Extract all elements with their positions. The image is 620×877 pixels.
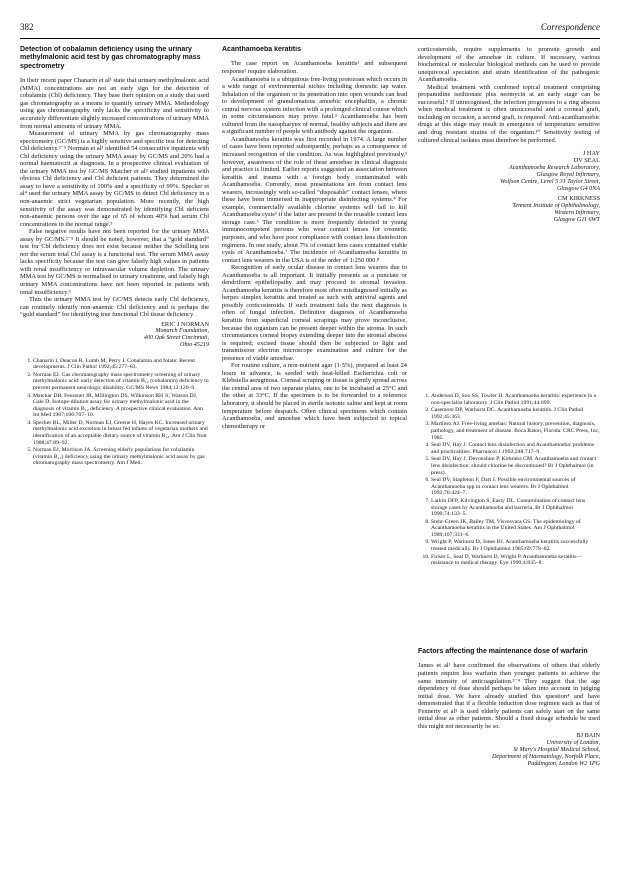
reference-item: 4. Specker BL, Miller D, Norman EJ, Greene H, Hayes KC. Increased urinary methylmalonic acid excretion in breast fed infants of vegetarian mothers and identification of an acceptable dietary source of vitamin B₁₂. Am J Clin Nutr 1988;47:89–92. — [33, 420, 209, 446]
reference-item: 3. Martinez AJ. Free-living amebas: Natural history, prevention, diagnosis, pathology, and treatment of disease. Boca Raton, Florida: CRC Press, Inc, 1985. — [431, 421, 600, 441]
paragraph: Recognition of early ocular disease in contact lens wearers due to Acanthamoeba is all important. It initially presents as a punctate or dendriform epitheliopathy and may proceed to stromal invasion. Acanthamoeba keratitis is therefore most often misdiagnosed initially as herpes simplex keratitis and treated as such with antiviral agents and possibly corticosteroids. If such treatment fails the next diagnosis is often of fungal infection. Definitive diagnosis of Acanthamoeba keratitis from superficial corneal scrapings may prove inconclusive, because the organism can be present deeper within the stroma. In such circumstances corneal biopsy extending deeper into the stromal abscess is required; excised tissue should then be subjected to light and transmission electron microscope examination and culture for the presence of viable amoebae. — [222, 264, 407, 362]
paragraph: Thus the urinary MMA test by GC/MS detects early Cbl deficiency, can routinely identify non-anaemic Cbl deficiency and is perhaps the “gold standard” for identifying true functional Cbl tissue deficiency. — [20, 296, 209, 319]
paragraph: The case report on Acanthamoeba keratitis¹ and subsequent response² require elaboration. — [222, 60, 407, 75]
paragraph: corticosteroids, require supplements to promote growth and development of the amoebae in culture. If necessary, various biochemical or molecular biological methods can be used to provide unequivocal speciation and strain identification of the pathogenic Acanthamoeba. — [418, 46, 600, 84]
reference-item: 2. Casemore DP, Warhurst DC. Acanthamoeba keratitis. J Clin Pathol 1992;45:363. — [431, 407, 600, 420]
author-name: CM KIRKNESS — [557, 195, 600, 203]
author-name: J HAY — [582, 150, 600, 158]
paragraph: False negative results have not been reported for the urinary MMA assay by GC/MS.²⁻⁵ It should be noted, however, that a “gold standard” test for Cbl deficiency does not exist because neither the Schilling test nor the serum total Cbl assay is a functional test. The serum MMA assay lacks specificity because the test can give falsely high values in patients with renal insufficiency or intravascular volume depletion. The urinary MMA test by GC/MS is normalised to urinary creatinine, and falsely high urinary MMA concentrations have not been reported in patients with renal insufficiency.⁵ — [20, 228, 209, 296]
paragraph: Measurement of urinary MMA by gas chromatography mass spectrometry (GC/MS) is a highly sensitive and specific test for detecting Cbl deficiency.²⁻⁵ Norman et al³ identified 54 consecutive inpatients with Cbl deficiency using the urinary MMA assay by GC/MS and 20% had a normal haematocrit at diagnosis. In a prospective clinical evaluation of the urinary MMA test by GC/MS Matcher et al³ studied inpatients with obvious Cbl deficiency and Cbl deficient patients. They determined the assay to have a sensitivity of 100% and a specificity of 99%. Specker et al⁴ used the urinary MMA assay by GC/MS to detect Cbl deficiency in a non-anaemic strict vegetarian population. More recently, the high sensitivity of the assay was demonstrated by identifying Cbl deficient non-anaemic persons over the age of 65 of whom 40% had serum Cbl concentrations in the normal range.⁵ — [20, 130, 209, 228]
author-address: Monarch Foundation, — [155, 327, 209, 334]
reference-item: 2. Norman EJ. Gas chromatography mass spectrometry screening of urinary methylmalonic acid: early detection of vitamin B₁₂ (cobalamin) deficiency to prevent permanent neurologic disability. GC/MS News 1984;12:120–9. — [33, 372, 209, 392]
author-name: ERIC J NORMAN — [161, 320, 209, 328]
paragraph: Acanthamoeba is a ubiquitous free-living protozoan which occurs in a wide range of environmental niches including domestic tap water. Inhalation of the organism or its penetration into open wounds can lead to development of granulomatous amoebic encephalitis, a chronic central nervous system infection with a prolonged clinical course which in some circumstances may prove fatal.³ Acanthamoeba has been cultured from the nasopharynx of normal, healthy subjects and there are a significant number of people with antibody against the organism. — [222, 75, 407, 136]
reference-item: 9. Wright P, Warhurst D, Jones BJ. Acanthamoeba keratitis successfully treated medically. Br J Ophthalmol 1985;69:778–82. — [431, 539, 600, 552]
paragraph: James et al¹ have confirmed the observations of others that elderly patients require less warfarin than younger patients to achieve the same intensity of anticoagulation.²⁻⁴ They suggest that the age dependency of dose should perhaps be taken into account in judging initial dose. We have already studied this question⁴ and have demonstrated that if a flexible induction dose regimen such as that of Fennerty et al⁵ is used elderly patients can safely start on the same initial dose as other patients. Should a fixed dosage schedule be used this might not necessarily be so. — [418, 662, 600, 730]
reference-item: 10. Ficker L, Seal D, Warhurst D, Wright P. Acanthamoeba keratitis—resistance to medical therapy. Eye 1990;4:835–8. — [431, 554, 600, 567]
author-name: BJ BAIN — [576, 732, 600, 740]
author-name: DV SEAL — [573, 157, 600, 165]
reference-list — [20, 358, 209, 468]
letter-title: Acanthamoeba keratitis — [222, 46, 301, 53]
letter-title: Factors affecting the maintenance dose of warfarin — [418, 648, 588, 655]
signature-block — [418, 732, 600, 768]
signature-block — [20, 321, 209, 350]
reference-item: 8. Stehr-Green JK, Bailey TM, Visvesvara GS. The epidemiology of Acanthamoeba keratitis in the United States. Am J Ophthalmol 1989;107:331–6. — [431, 519, 600, 539]
column-2 — [222, 46, 407, 863]
author-address: Glasgow Royal Infirmary, — [536, 171, 600, 178]
author-address: Glasgow G4 0NA — [557, 186, 600, 193]
reference-item: 7. Larkin DFP, Kilvington S, Easty DL. Contamination of contact lens storage cases by Acanthamoeba and bacteria. Br J Ophthalmol 1990;74:133–5. — [431, 498, 600, 518]
reference-list — [418, 393, 600, 567]
reference-item: 4. Seal DV, Hay J. Contact lens disinfection and Acanthamoeba: problems and practicalities. Pharmacol J 1992;248:717–9. — [431, 442, 600, 455]
reference-section — [418, 391, 600, 626]
author-address: Glasgow G11 6WT — [553, 216, 600, 223]
page-number: 382 — [20, 22, 34, 32]
author-address: Paddington, London W2 1PG — [527, 761, 600, 768]
author-address: Wolfson Centre, Level 5 31 Taylor Street, — [500, 178, 600, 185]
reference-item: 5. Seal DV, Hay J, Devonshire P, Kirkness CM. Acanthamoeba and contact lens disinfection: should chlorine be discontinued? Br J Ophthalmol (in press). — [431, 456, 600, 476]
column-3 — [418, 46, 600, 863]
author-address: Department of Haematology, Norfolk Place, — [492, 753, 600, 760]
author-address: 400 Oak Street Cincinnati, — [143, 335, 209, 342]
paragraph: For routine culture, a non-nutrient agar (1·5%), prepared at least 24 hours in advance, is seeded with heat-killed Escherichia coli or Klebsiella aeruginosa. Corneal scraping or tissue is gently spread across the central area of two separate plates, one to be incubated at 25°C and the other at 33°C. If the specimen is to be forwarded to a reference laboratory, it should be placed in sterile isotonic saline and kept at room temperature before despatch. Often clinical specimens which contain Acanthamoeba, and amoebae which have been subjected to topical chemotherapy or — [222, 362, 407, 430]
letter-title: Detection of cobalamin deficiency using the urinary methylmalonic acid test by gas chromatography mass spectrometry — [20, 46, 201, 70]
reference-item: 3. Matchar DB, Feussner JR, Millington DS, Wilkinson RH Jr, Watson DJ, Gale D. Isotope-dilution assay for urinary methylmalonic acid in the diagnosis of vitamin B₁₂ deficiency. A prospective clinical evaluation. Ann Int Med 1987;106:707–10. — [33, 393, 209, 419]
paragraph: Medical treatment with combined topical treatment comprising propamidine isethionate plus neomycin at an early stage can be successful.⁹ If unrecognised, the infection progresses to a ring abscess when medical treatment is often unsuccessful and a corneal graft, including on occasion, a second graft, is required. Anti-acanthamoebic drugs at this stage may result in emergence of temperature sensitive and drug resistant strains of the organism.¹⁰ Sensitivity testing of cultured clinical isolates must therefore be performed. — [418, 83, 600, 144]
letter-continuation — [418, 46, 600, 391]
signature-block — [418, 150, 600, 224]
reference-item: 5. Norman EJ, Morrison JA. Screening elderly populations for cobalamin (vitamin B₁₂) deficiency using the urinary methylmalonic acid assay by gas chromatography mass spectrometry. Am J Med. — [33, 447, 209, 467]
author-address: St Mary's Hospital Medical School, — [513, 746, 600, 753]
author-address: Western Infirmary, — [554, 209, 600, 216]
reference-item: 6. Seal DV, Stapleton F, Dart J. Possible environmental sources of Acanthamoeba spp in contact lens wearers. Br J Ophthalmol 1992;76:424–7. — [431, 477, 600, 497]
page-header — [20, 22, 600, 36]
paragraph: In their recent paper Chanarin et al¹ state that urinary methylmalonic acid (MMA) concentrations are not an early sign for the detection of cobalamin (Cbl) deficiency. They base their opinion on a study that used gas chromatography as a means to quantify urinary MMA. Methodology using gas chromatography only lacks the specificity and sensitivity to accurately differentiate slightly increased concentrations of urinary MMA from normal amounts of urinary MMA. — [20, 77, 209, 130]
author-address: Tennent Institute of Ophthalmology, — [512, 202, 600, 209]
section-title: Correspondence — [540, 22, 600, 32]
reference-item: 1. Anderson D, Soo SS, Towler H. Acanthamoeba keratitis: experience in a non-specialist laboratory. J Clin Pathol 1991;44:699. — [431, 393, 600, 406]
column-1 — [20, 46, 209, 863]
author-address: Ohio 45219 — [180, 342, 209, 349]
header-rule — [20, 38, 600, 39]
reference-item: 1. Chanarin I, Deacon R, Lumb M, Perry J. Cobalamin and folate: Recent developments. J Clin Pathol 1992;45:277–83. — [33, 358, 209, 371]
paragraph: Acanthamoeba keratitis was first recorded in 1974. A large number of cases have been reported subsequently, perhaps as a consequence of increased recognition of the condition. As was highlighted previously,¹ however, awareness of the role of these amoebae in clinical diagnosis and practice is limited. Earlier reports suggested an association between keratitis and trauma with a foreign body contaminated with Acanthamoeba. Currently, most presentations are from contact lens wearers, increasingly with so-called “disposable” contact lenses, where these have been immersed in inappropriate disinfecting systems.⁴ For example, commercially available chlorine systems will fail to kill Acanthamoeba cysts⁵ if the latter are present in the reusable contact lens storage case.⁶ The condition is more frequently detected in young immunocompetent persons who wear contact lenses for cosmetic purposes, and who have poor compliance with contact lens disinfection regimens. In one study, about 7% of contact lens cases contained viable cysts of Acanthamoeba.⁷ The incidence of Acanthamoeba keratitis in contact lens wearers in the USA is of the order of 1:250 000.⁸ — [222, 135, 407, 264]
author-address: Acanthamoeba Research Laboratory, — [509, 164, 600, 171]
author-address: University of London, — [546, 739, 600, 746]
